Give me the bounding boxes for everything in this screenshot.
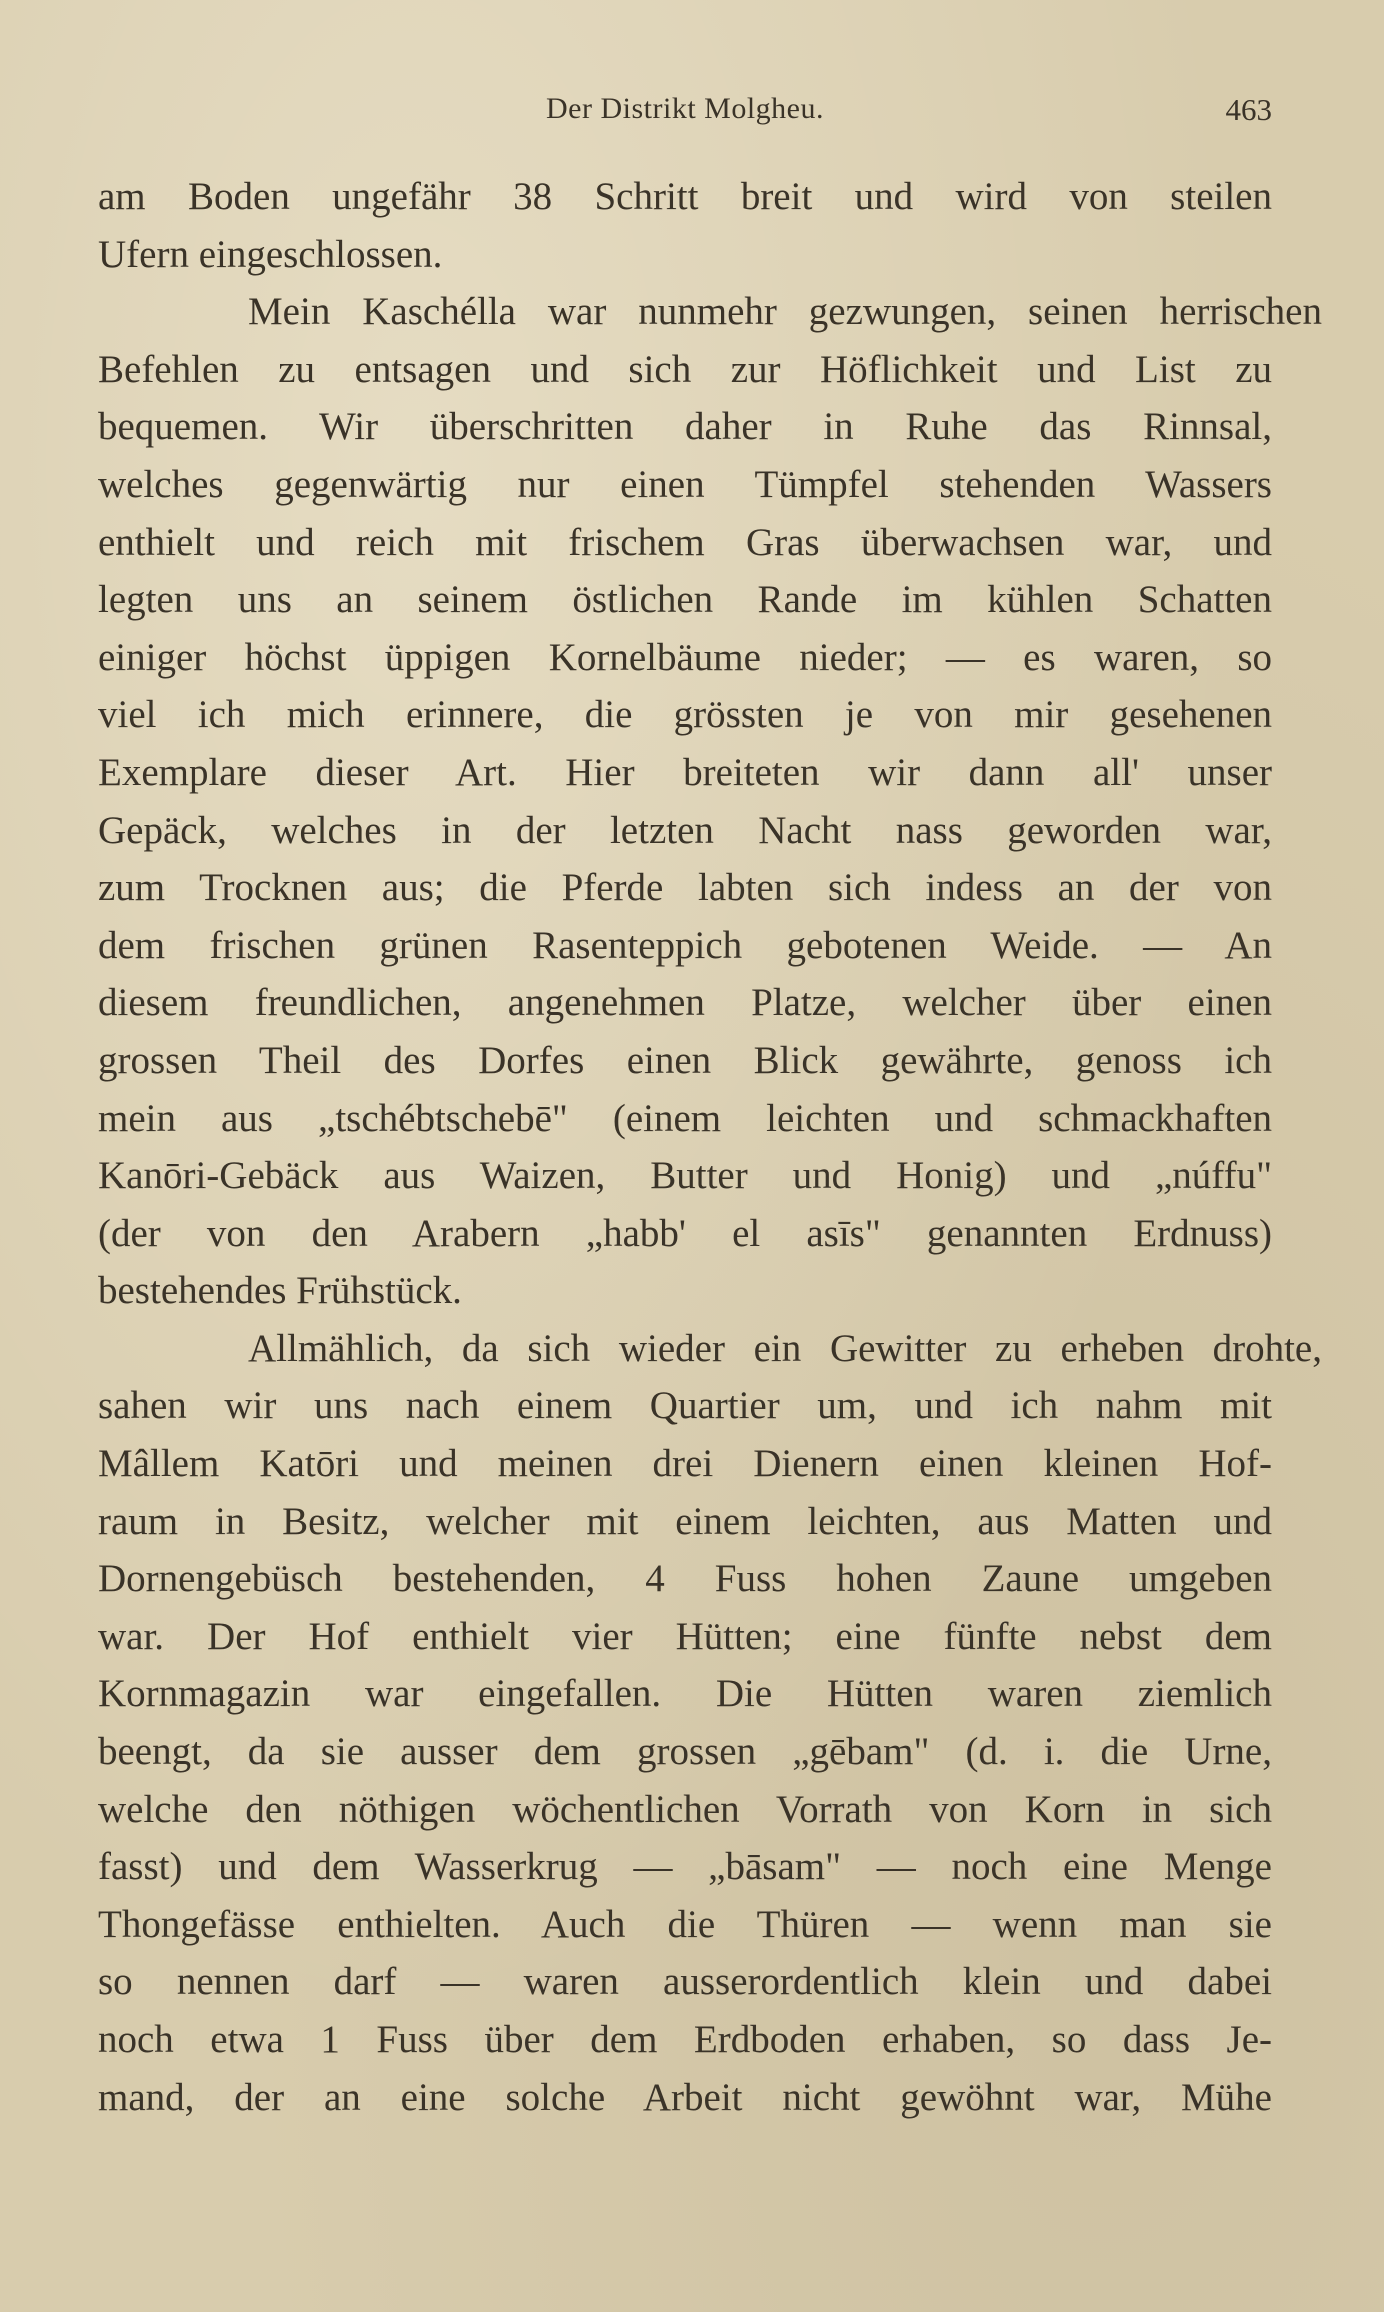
text-line: diesem freundlichen, angenehmen Platze, welcher über einen [98,981,1272,1025]
text-line: zum Trocknen aus; die Pferde labten sich indess an der von [98,866,1272,910]
text-line: Dornengebüsch bestehenden, 4 Fuss hohen Zaune umgeben [98,1557,1272,1601]
text-line: viel ich mich erinnere, die grössten je von mir gesehenen [98,693,1272,737]
text-line: (der von den Arabern „habb' el asīs" genannten Erdnuss) [98,1211,1272,1255]
page-header [98,92,1272,132]
text-line: welche den nöthigen wöchentlichen Vorrath von Korn in sich [98,1787,1272,1831]
paragraph-3 [98,1320,1322,2126]
text-line: raum in Besitz, welcher mit einem leichten, aus Matten und [98,1499,1272,1543]
text-line: bestehendes Frühstück. [98,1269,462,1313]
text-line: Gepäck, welches in der letzten Nacht nass geworden war, [98,808,1272,852]
text-line: Mein Kaschélla war nunmehr gezwungen, seinen herrischen [248,290,1322,334]
text-line: am Boden ungefähr 38 Schritt breit und wird von steilen [98,175,1272,218]
text-line: Kornmagazin war eingefallen. Die Hütten waren ziemlich [98,1672,1272,1716]
text-line: Kanōri-Gebäck aus Waizen, Butter und Honig) und „núffu" [98,1154,1272,1198]
page-number: 463 [1225,92,1272,127]
text-line: sahen wir uns nach einem Quartier um, und ich nahm mit [98,1384,1272,1428]
text-line: noch etwa 1 Fuss über dem Erdboden erhaben, so dass Je- [98,2018,1272,2061]
text-line: mand, der an eine solche Arbeit nicht gewöhnt war, Mühe [98,2075,1272,2119]
paragraph-2 [98,283,1322,1320]
text-line: bequemen. Wir überschritten daher in Ruhe das Rinnsal, [98,405,1272,449]
text-line: welches gegenwärtig nur einen Tümpfel stehenden Wassers [98,462,1272,506]
text-line: dem frischen grünen Rasenteppich gebotenen Weide. — An [98,923,1272,967]
text-line: Befehlen zu entsagen und sich zur Höflichkeit und List zu [98,347,1272,391]
text-line: enthielt und reich mit frischem Gras überwachsen war, und [98,520,1272,564]
text-line: mein aus „tschébtschebē" (einem leichten und schmackhaften [98,1096,1272,1140]
body-text [98,168,1322,2126]
text-line: so nennen darf — waren ausserordentlich klein und dabei [98,1960,1272,2004]
text-line: fasst) und dem Wasserkrug — „bāsam" — noch eine Menge [98,1845,1272,1889]
text-line: war. Der Hof enthielt vier Hütten; eine fünfte nebst dem [98,1614,1272,1658]
text-line: Ufern eingeschlossen. [98,232,443,276]
text-line: beengt, da sie ausser dem grossen „gēbam" (d. i. die Urne, [98,1730,1272,1774]
text-line: Allmählich, da sich wieder ein Gewitter zu erheben drohte, [248,1326,1322,1370]
text-line: Mâllem Katōri und meinen drei Dienern einen kleinen Hof- [98,1442,1272,1486]
running-title: Der Distrikt Molgheu. [546,92,824,125]
text-line: Exemplare dieser Art. Hier breiteten wir dann all' unser [98,750,1272,794]
paragraph-1 [98,168,1272,283]
text-line: einiger höchst üppigen Kornelbäume nieder; — es waren, so [98,635,1272,679]
text-line: grossen Theil des Dorfes einen Blick gewährte, genoss ich [98,1038,1272,1082]
text-line: Thongefässe enthielten. Auch die Thüren — wenn man sie [98,1902,1272,1946]
text-line: legten uns an seinem östlichen Rande im kühlen Schatten [98,578,1272,622]
